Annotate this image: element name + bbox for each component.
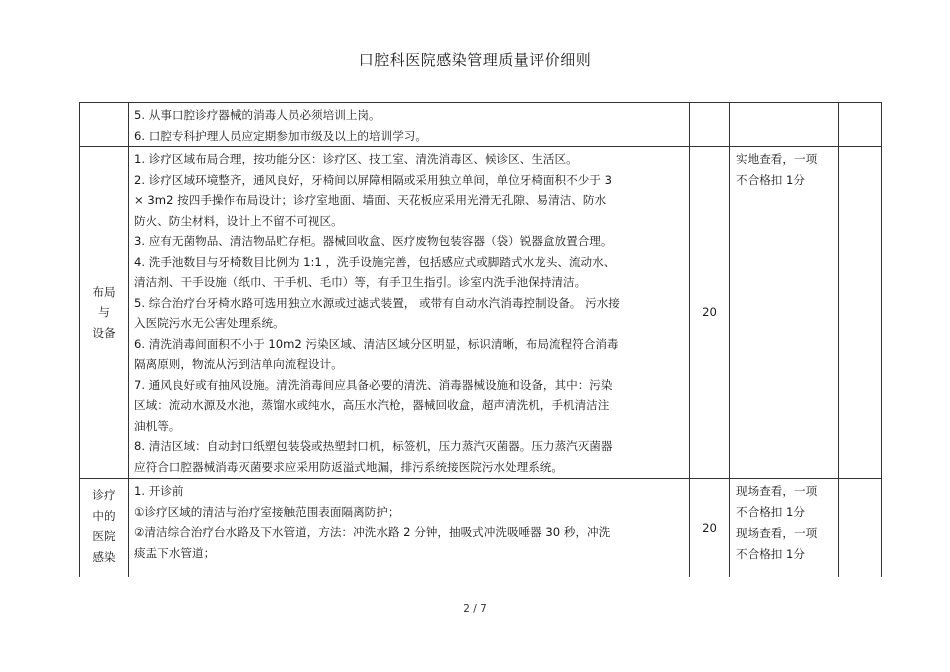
table-row	[80, 147, 882, 479]
category-line: 布局	[92, 284, 116, 299]
score-cell: 20	[690, 479, 730, 578]
content-line: 6. 口腔专科护理人员应定期参加市级及以上的培训学习。	[134, 128, 427, 143]
method-line: 不合格扣 1分	[736, 172, 806, 187]
content-line: 入医院污水无公害处理系统。	[134, 316, 285, 330]
extra-cell	[839, 103, 882, 147]
content-line: 1. 开诊前	[134, 484, 184, 498]
content-cell	[129, 479, 690, 578]
extra-cell	[839, 147, 882, 479]
content-line: 4. 洗手池数目与牙椅数目比例为 1:1 ，洗手设施完善，包括感应式或脚踏式水龙头、流动水、	[134, 254, 616, 269]
content-line: 1. 诊疗区域布局合理，按功能分区：诊疗区、技工室、清洗消毒区、候诊区、生活区。	[134, 152, 578, 166]
content-line: 清洁剂、干手设施（纸巾、干手机、毛巾）等，有手卫生指引。诊室内洗手池保持清洁。	[134, 275, 587, 289]
content-line: 5. 从事口腔诊疗器械的消毒人员必须培训上岗。	[134, 108, 381, 122]
content-line: 5. 综合治疗台牙椅水路可选用独立水源或过滤式装置， 或带有自动水汽消毒控制设备。 污水接	[134, 295, 620, 310]
content-line: ②清洁综合治疗台水路及下水管道，方法：冲洗水路 2 分钟，抽吸式冲洗吸唾器 30 秒，冲洗	[134, 525, 611, 539]
table-row	[80, 479, 882, 578]
content-line: 3. 应有无菌物品、清洁物品贮存柜。器械回收盒、医疗废物包装容器（袋）锐器盒放置合理。	[134, 234, 613, 248]
content-line: 2. 诊疗区域环境整齐，通风良好，牙椅间以屏障相隔或采用独立单间，单位牙椅面积不少于 3	[134, 172, 612, 187]
page-title: 口腔科医院感染管理质量评价细则	[358, 51, 592, 69]
content-line: 油机等。	[134, 418, 181, 433]
content-line: 隔离原则，物流从污到洁单向流程设计。	[134, 357, 343, 371]
content-line: 8. 清洁区域：自动封口纸塑包装袋或热塑封口机，标签机，压力蒸汽灭菌器。压力蒸汽灭菌器	[134, 439, 613, 453]
category-cell	[80, 103, 129, 147]
category-line: 设备	[92, 325, 116, 340]
category-line: 诊疗	[92, 488, 116, 502]
category-line: 中的	[92, 508, 116, 523]
category-cell	[80, 147, 129, 479]
content-line: × 3m2 按四手操作布局设计；诊疗室地面、墙面、天花板应采用光滑无孔隙、易清洁、防水	[134, 193, 607, 207]
content-line: 防火、防尘材料，设计上不留不可视区。	[134, 213, 343, 228]
content-line: 应符合口腔器械消毒灭菌要求应采用防返溢式地漏，排污系统接医院污水处理系统。	[134, 459, 563, 474]
score-cell: 20	[690, 147, 730, 479]
content-cell	[129, 103, 690, 147]
category-line: 医院	[92, 529, 116, 543]
method-line: 不合格扣 1分	[736, 547, 806, 561]
category-line: 感染	[92, 549, 116, 564]
method-cell	[730, 479, 839, 578]
content-line: 区域：流动水源及水池，蒸馏水或纯水，高压水汽枪，器械回收盒，超声清洗机，手机清洁注	[134, 398, 610, 412]
method-line: 现场查看，一项	[736, 484, 818, 498]
content-line: ①诊疗区域的清洁与治疗室接触范围表面隔离防护；	[134, 504, 400, 519]
method-cell	[730, 147, 839, 479]
score-cell	[690, 103, 730, 147]
page-number: 2 / 7	[463, 603, 487, 615]
method-line: 实地查看，一项	[736, 152, 818, 166]
evaluation-table	[79, 102, 882, 577]
content-cell	[129, 147, 690, 479]
content-line: 痰盂下水管道；	[134, 545, 216, 560]
extra-cell	[839, 479, 882, 578]
method-line: 不合格扣 1分	[736, 505, 806, 519]
category-cell	[80, 479, 129, 578]
method-cell	[730, 103, 839, 147]
content-line: 7. 通风良好或有抽风设施。清洗消毒间应具备必要的清洗、消毒器械设施和设备，其中：污染	[134, 377, 613, 392]
category-line: 与	[98, 305, 110, 320]
method-line: 现场查看，一项	[736, 526, 818, 540]
content-line: 6. 清洗消毒间面积不小于 10m2 污染区域、清洁区域分区明显，标识清晰，布局流程符合消毒	[134, 336, 619, 351]
table-row	[80, 103, 882, 147]
